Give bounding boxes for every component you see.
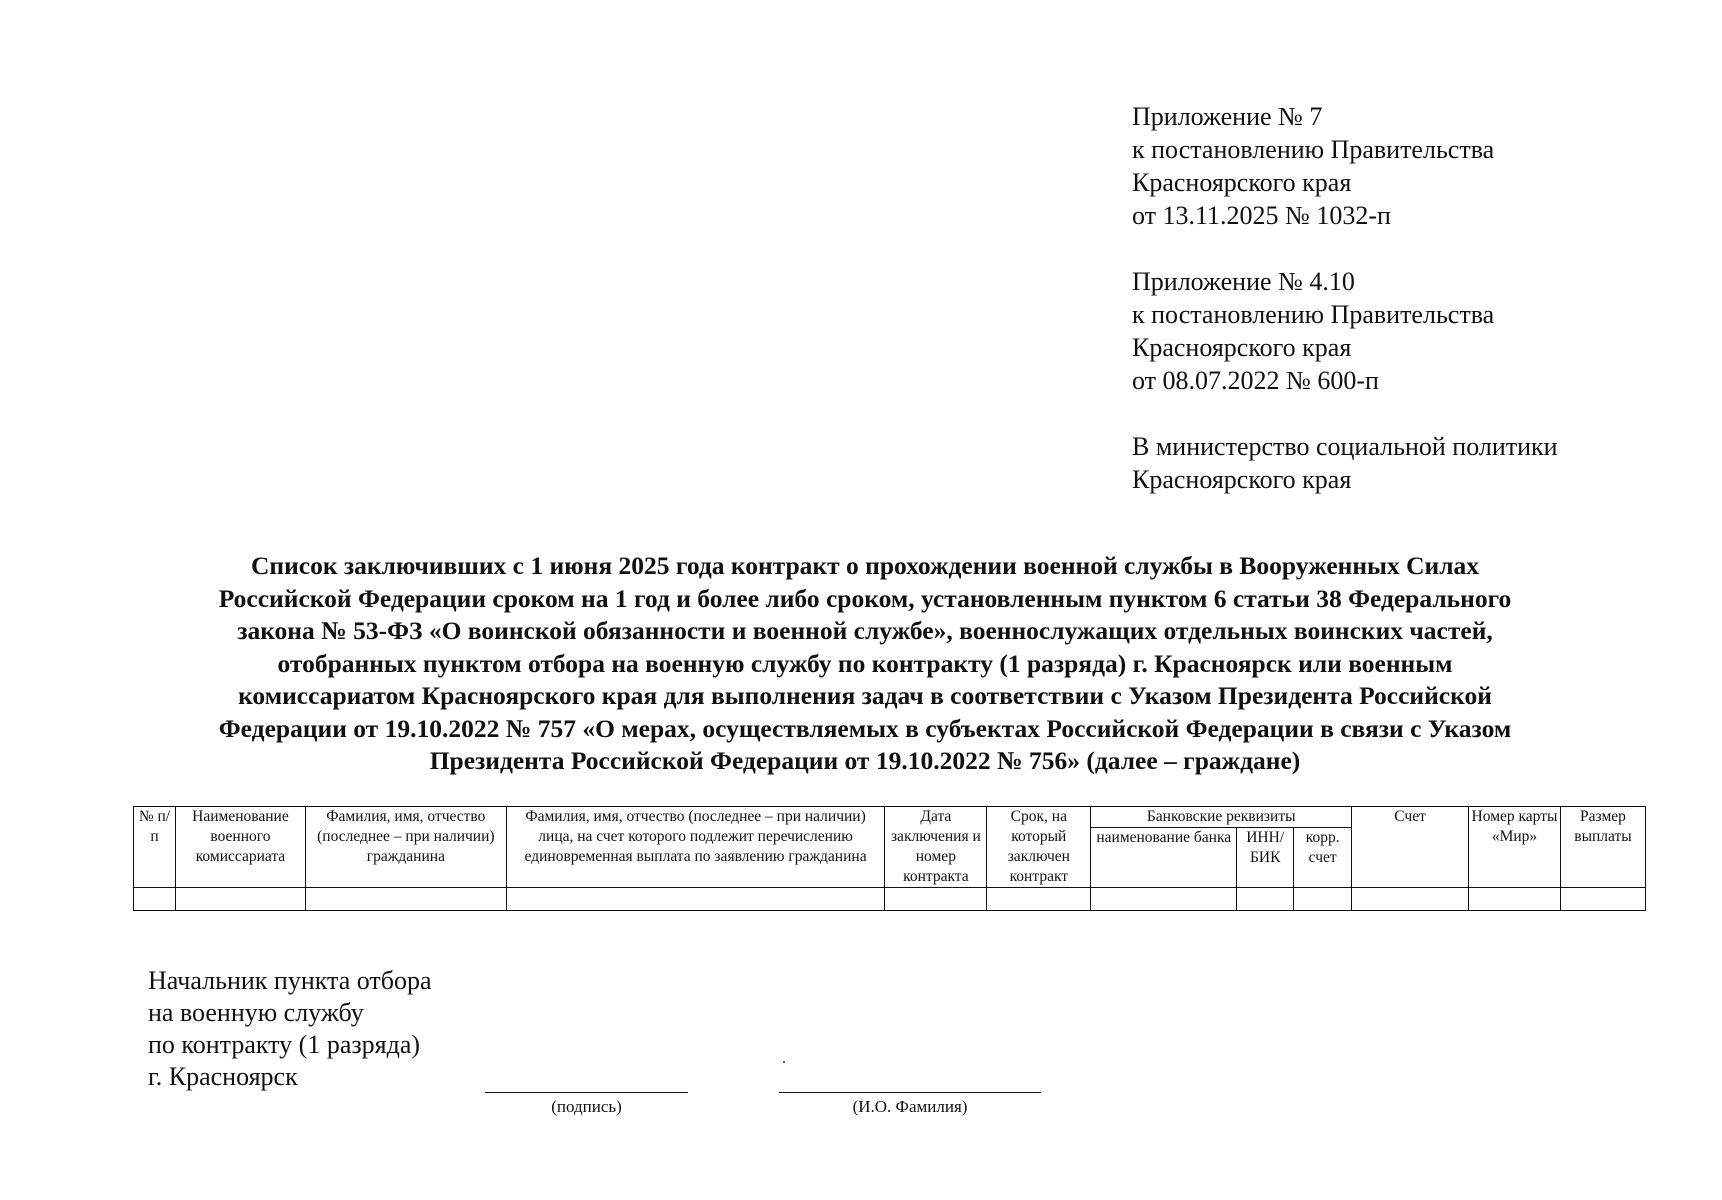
addressee [1132,430,1558,496]
col-header-citizen-name: Фамилия, имя, отчество (последнее – при наличии) гражданина [305,807,506,888]
annex-4-10-line: к постановлению Правительства [1132,300,1495,329]
col-header-contract-date: Дата заключения и номер контракта [885,807,987,888]
annex-4-10-line: от 08.07.2022 № 600-п [1132,366,1379,395]
table-cell[interactable] [1091,888,1237,911]
addressee-line: Красноярского края [1132,465,1352,494]
stray-dot [783,1061,785,1063]
signature-line[interactable] [485,1092,688,1093]
col-header-term: Срок, на который заключен контракт [987,807,1091,888]
table-cell[interactable] [506,888,885,911]
table-cell[interactable] [134,888,176,911]
addressee-line: В министерство социальной политики [1132,432,1558,461]
signatory-line: Начальник пункта отбора [148,966,432,995]
signatory-position [148,965,432,1093]
annex-4-10-line: Приложение № 4.10 [1132,267,1355,296]
annex-7-line: к постановлению Правительства [1132,135,1495,164]
title-line: Федерации от 19.10.2022 № 757 «О мерах, осуществляемых в субъектах Российской Федерации в связи с Указом [218,713,1512,743]
annex-7 [1132,100,1558,232]
annex-7-line: Приложение № 7 [1132,102,1323,131]
title-line: закона № 53-ФЗ «О воинской обязанности и военной службе», военнослужащих отдельных воинских частей, [237,616,1493,645]
col-header-recipient-name: Фамилия, имя, отчество (последнее – при наличии) лица, на счет которого подлежит перечислению единовременная выплата по заявлению гражданина [506,807,885,888]
signature-caption: (подпись) [551,1097,622,1116]
name-line[interactable] [779,1092,1041,1093]
col-header-mir-card: Номер карты «Мир» [1469,807,1561,888]
table-cell[interactable] [1352,888,1469,911]
name-caption: (И.О. Фамилия) [852,1097,968,1116]
table-row [134,888,1646,911]
table-cell[interactable] [987,888,1091,911]
annex-header [1132,100,1558,496]
annex-7-line: Красноярского края [1132,168,1352,197]
title-line: Президента Российской Федерации от 19.10.2022 № 756» (далее – граждане) [429,746,1301,775]
annex-7-line: от 13.11.2025 № 1032-п [1132,201,1391,230]
table-cell[interactable] [305,888,506,911]
table-cell[interactable] [1560,888,1645,911]
register-table [133,806,1646,911]
title-line: Российской Федерации сроком на 1 год и более либо сроком, установленным пунктом 6 статьи 38 Федерального [218,583,1512,613]
signatory-line: по контракту (1 разряда) [148,1030,421,1059]
document-title [150,550,1580,778]
col-header-amount: Размер выплаты [1560,807,1645,888]
col-header-bank-name: наименование банка [1091,828,1237,888]
annex-4-10 [1132,265,1558,397]
table-cell[interactable] [1237,888,1294,911]
col-header-inn-bik: ИНН/ БИК [1237,828,1294,888]
col-header-account: Счет [1352,807,1469,888]
title-line: Список заключивших с 1 июня 2025 года контракт о прохождении военной службы в Вооруженных Силах [251,551,1479,580]
table-cell[interactable] [1294,888,1352,911]
title-line: комиссариатом Красноярского края для выполнения задач в соответствии с Указом Президента Российской [238,681,1492,710]
table-header-row [134,807,1646,828]
annex-4-10-line: Красноярского края [1132,333,1352,362]
table-cell[interactable] [1469,888,1561,911]
col-header-corr-account: корр. счет [1294,828,1352,888]
col-header-bank-details: Банковские реквизиты [1091,807,1352,828]
table-cell[interactable] [885,888,987,911]
signatory-line: г. Красноярск [148,1062,298,1091]
table-cell[interactable] [175,888,305,911]
col-header-commissariat: Наименование военного комиссариата [175,807,305,888]
title-line: отобранных пунктом отбора на военную службу по контракту (1 разряда) г. Красноярск или военным [277,648,1453,678]
col-header-number: № п/п [134,807,176,888]
signatory-line: на военную службу [148,998,364,1027]
